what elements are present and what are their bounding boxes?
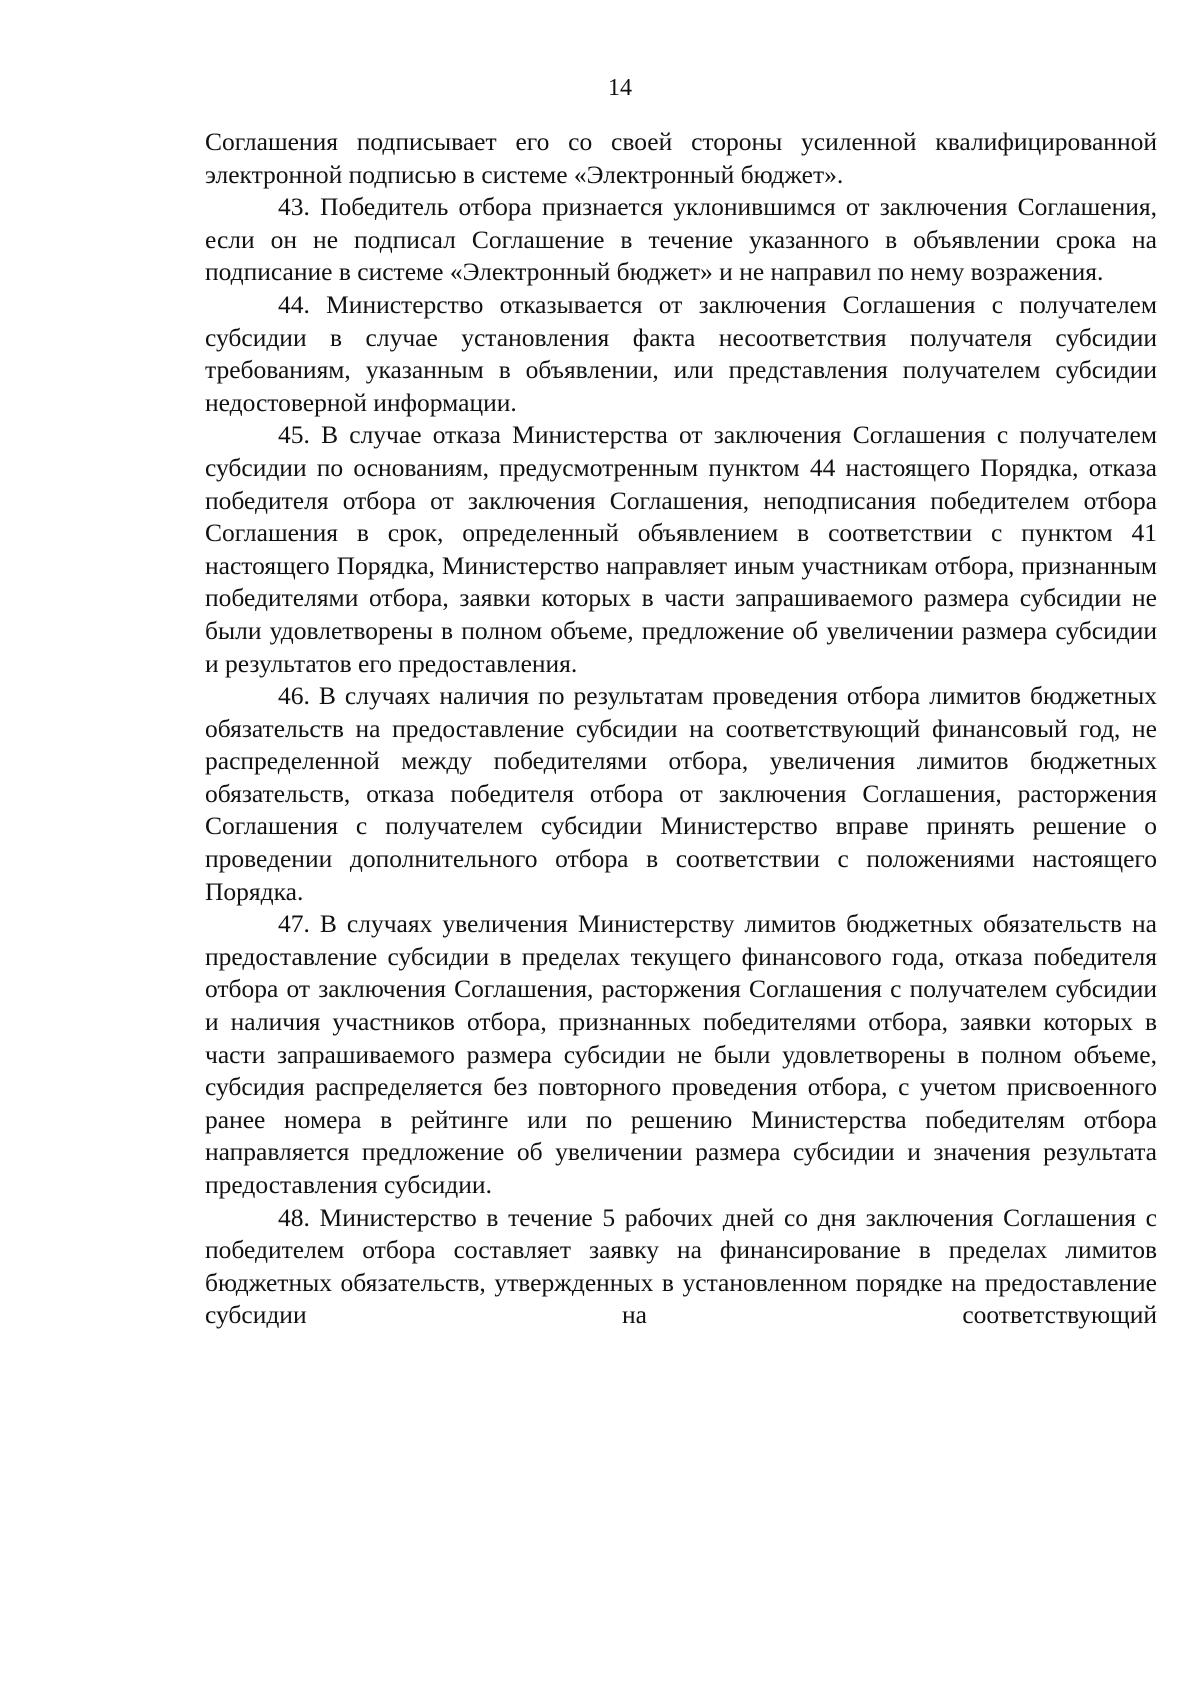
document-body xyxy=(205,126,1157,1332)
paragraph-43: 43. Победитель отбора признается уклонившимся от заключения Соглашения, если он не подписал Соглашение в течение указанного в объявлении срока на подписание в системе «Электронный бюджет» и не направил по нему возражения. xyxy=(205,192,1157,287)
paragraph-48: 48. Министерство в течение 5 рабочих дней со дня заключения Соглашения с победителем отбора составляет заявку на финансирование в пределах лимитов бюджетных обязательств, утвержденных в установленном порядке на предоставление субсидии на соответствующий xyxy=(205,1202,1157,1330)
paragraph-44: 44. Министерство отказывается от заключения Соглашения с получателем субсидии в случае установления факта несоответствия получателя субсидии требованиям, указанным в объявлении, или представления получателем субсидии недостоверной информации. xyxy=(205,289,1157,417)
paragraph-47: 47. В случаях увеличения Министерству лимитов бюджетных обязательств на предоставление субсидии в пределах текущего финансового года, отказа победителя отбора от заключения Соглашения, расторжения Соглашения с получателем субсидии и наличия участников отбора, признанных победителями отбора, заявки которых в части запрашиваемого размера субсидии не были удовлетворены в полном объеме, субсидия распределяется без повторного проведения отбора, с учетом присвоенного ранее номера в рейтинге или по решению Министерства победителям отбора направляется предложение об увеличении размера субсидии и значения результата предоставления субсидии. xyxy=(205,909,1157,1199)
paragraph-46: 46. В случаях наличия по результатам проведения отбора лимитов бюджетных обязательств на предоставление субсидии на соответствующий финансовый год, не распределенной между победителями отбора, увеличения лимитов бюджетных обязательств, отказа победителя отбора от заключения Соглашения, расторжения Соглашения с получателем субсидии Министерство вправе принять решение о проведении дополнительного отбора в соответствии с положениями настоящего Порядка. xyxy=(205,681,1157,906)
page-number: 14 xyxy=(608,75,632,101)
paragraph-42-continuation: Соглашения подписывает его со своей стороны усиленной квалифицированной электронной подписью в системе «Электронный бюджет». xyxy=(205,127,1157,189)
paragraph-45: 45. В случае отказа Министерства от заключения Соглашения с получателем субсидии по основаниям, предусмотренным пунктом 44 настоящего Порядка, отказа победителя отбора от заключения Соглашения, неподписания победителем отбора Соглашения в срок, определенный объявлением в соответствии с пунктом 41 настоящего Порядка, Министерство направляет иным участникам отбора, признанным победителями отбора, заявки которых в части запрашиваемого размера субсидии не были удовлетворены в полном объеме, предложение об увеличении размера субсидии и результатов его предоставления. xyxy=(205,420,1157,678)
